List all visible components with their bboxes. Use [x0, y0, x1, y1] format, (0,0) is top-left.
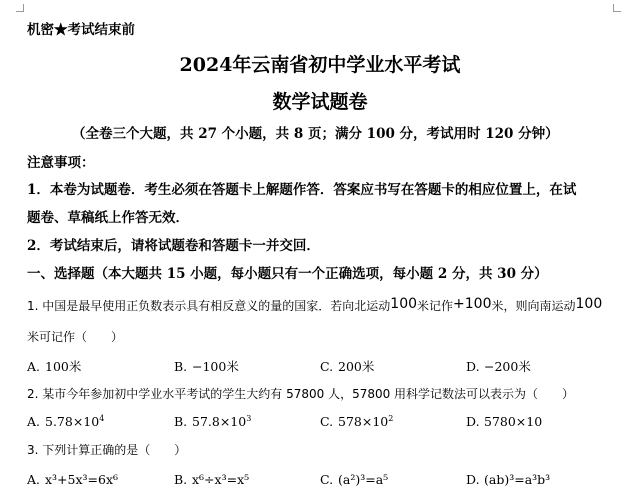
section-1-title: 一、选择题（本大题共 15 小题，每小题只有一个正确选项，每小题 2 分，共 30 分）	[27, 266, 548, 282]
question-3-text: 3. 下列计算正确的是（ ）	[27, 443, 187, 457]
question-1-text-part-3: 米，则向南运动	[491, 299, 576, 313]
question-1-option-c: C. 200米	[320, 359, 375, 374]
question-2-option-b: B. $57.8\times 10^3$	[174, 414, 252, 429]
question-2-text: 2. 某市今年参加初中学业水平考试的学生大约有 57800 人，57800 用科学记数法可以表示为（ ）	[27, 387, 575, 401]
question-3-option-a: A. x³+5x³=6x⁶	[27, 472, 119, 487]
page-corner-mark-left	[16, 4, 24, 12]
question-3-option-c: C. (a²)³=a⁵	[320, 472, 389, 487]
question-1-line-1	[27, 296, 602, 314]
question-1-number-2: +100	[453, 296, 492, 312]
question-1-text-part-1: 1. 中国是最早使用正负数表示具有相反意义的量的国家．若向北运动	[27, 299, 391, 313]
question-1-line-2: 米可记作（ ）	[27, 330, 124, 344]
notice-item-1-line-2: 题卷、草稿纸上作答无效．	[27, 210, 189, 226]
notice-item-1-line-1: 1．本卷为试题卷．考生必须在答题卡上解题作答．答案应书写在答题卡的相应位置上，在试	[27, 182, 577, 198]
exam-subtitle: 数学试题卷	[272, 91, 368, 113]
question-1-option-d: D. −200米	[466, 359, 531, 374]
question-2-option-d: D. 5780×10	[466, 414, 543, 429]
question-3-option-b: B. x⁶÷x³=x⁵	[174, 472, 250, 487]
question-3-option-d: D. (ab)³=a³b³	[466, 472, 551, 487]
exam-info: （全卷三个大题，共 27 个小题，共 8 页；满分 100 分，考试用时 120 分钟）	[72, 126, 559, 142]
notice-heading: 注意事项：	[27, 155, 95, 171]
question-1-number-3: 100	[575, 296, 603, 312]
question-2-option-a: A. $5.78\times 10^4$	[27, 414, 105, 429]
notice-item-2: 2．考试结束后，请将试题卷和答题卡一并交回．	[27, 238, 320, 254]
question-1-number-1: 100	[390, 296, 418, 312]
confidential-label: 机密★考试结束前	[27, 22, 135, 38]
question-2-option-c: C. $578\times 10^2$	[320, 414, 394, 429]
question-1-option-b: B. −100米	[174, 359, 239, 374]
question-1-option-a: A. 100米	[27, 359, 82, 374]
page-corner-mark-right	[613, 4, 621, 12]
question-1-text-part-2: 米记作	[417, 299, 454, 313]
exam-title: 2024年云南省初中学业水平考试	[179, 54, 461, 76]
